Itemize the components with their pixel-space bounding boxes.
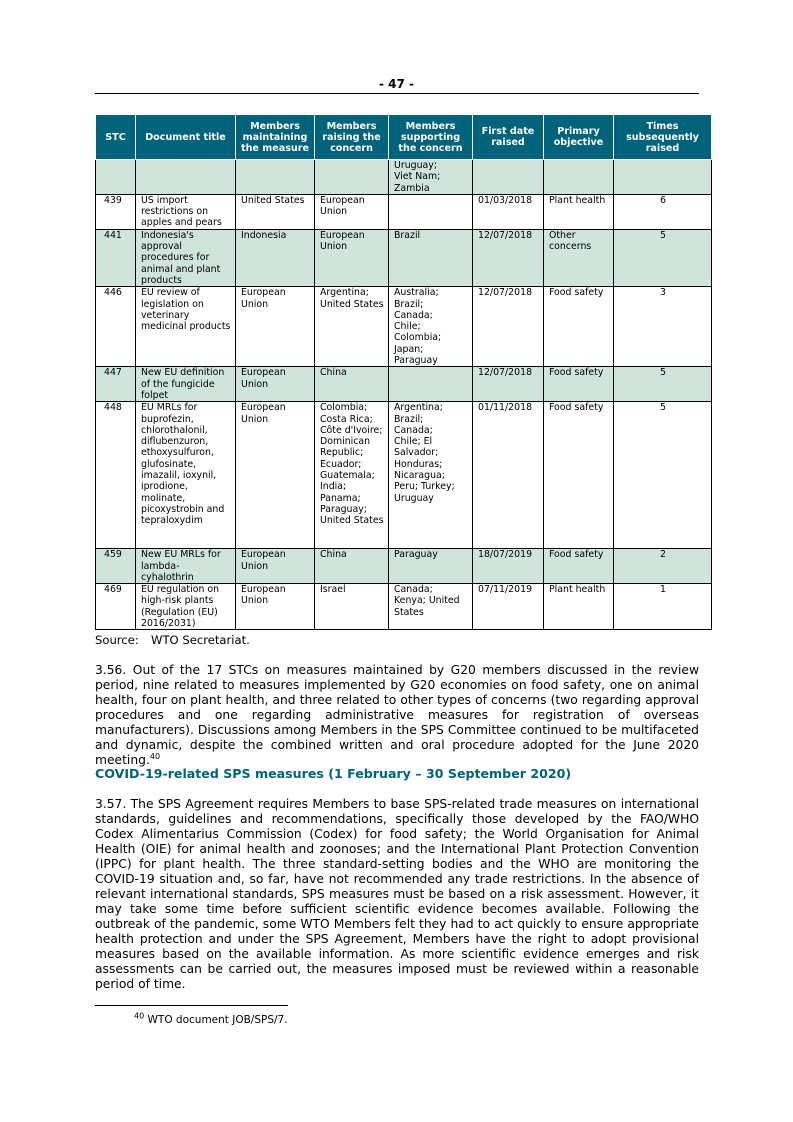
cell-members-supporting: Argentina; Brazil; Canada; Chile; El Salvador; Honduras; Nicaragua; Peru; Turkey; Uruguay <box>389 402 473 549</box>
cell-primary-objective: Food safety <box>544 402 614 549</box>
cell-members-supporting: Paraguay <box>389 549 473 584</box>
cell-stc-number: 459 <box>96 549 136 584</box>
cell-times-raised: 5 <box>614 367 712 402</box>
cell-times-raised <box>614 160 712 195</box>
cell-primary-objective: Food safety <box>544 367 614 402</box>
cell-members-raising: China <box>315 367 389 402</box>
cell-members-maintaining: European Union <box>236 402 315 549</box>
col-header-raising: Members raising the concern <box>315 115 389 160</box>
cell-members-supporting <box>389 194 473 229</box>
cell-document-title: EU review of legislation on veterinary medicinal products <box>136 287 236 367</box>
cell-members-supporting: Australia; Brazil; Canada; Chile; Colombia; Japan; Paraguay <box>389 287 473 367</box>
section-heading: COVID-19-related SPS measures (1 February – 30 September 2020) <box>95 766 572 781</box>
cell-times-raised: 6 <box>614 194 712 229</box>
source-text: WTO Secretariat. <box>151 633 250 647</box>
cell-stc-number: 469 <box>96 584 136 630</box>
cell-document-title: New EU MRLs for lambda-cyhalothrin <box>136 549 236 584</box>
cell-primary-objective: Food safety <box>544 287 614 367</box>
cell-stc-number <box>96 160 136 195</box>
col-header-first-date: First date raised <box>473 115 544 160</box>
col-header-objective: Primary objective <box>544 115 614 160</box>
col-header-times: Times subsequently raised <box>614 115 712 160</box>
cell-first-date: 07/11/2019 <box>473 584 544 630</box>
cell-document-title: EU MRLs for buprofezin, chlorothalonil, diflubenzuron, ethoxysulfuron, glufosinate, imazalil, ioxynil, iprodione, molinate, picoxystrobin and tepraloxydim <box>136 402 236 549</box>
cell-members-maintaining <box>236 160 315 195</box>
cell-members-raising: China <box>315 549 389 584</box>
cell-times-raised: 5 <box>614 402 712 549</box>
table-row <box>96 229 712 286</box>
cell-members-maintaining: European Union <box>236 584 315 630</box>
cell-first-date: 01/03/2018 <box>473 194 544 229</box>
footnote-ref-40: 40 <box>149 751 161 761</box>
cell-members-raising: European Union <box>315 194 389 229</box>
cell-members-maintaining: Indonesia <box>236 229 315 286</box>
col-header-supporting: Members supporting the concern <box>389 115 473 160</box>
cell-members-supporting: Canada; Kenya; United States <box>389 584 473 630</box>
cell-times-raised: 3 <box>614 287 712 367</box>
cell-document-title: New EU definition of the fungicide folpet <box>136 367 236 402</box>
cell-primary-objective: Plant health <box>544 194 614 229</box>
cell-members-supporting: Brazil <box>389 229 473 286</box>
stc-table <box>95 114 712 630</box>
cell-members-raising: Israel <box>315 584 389 630</box>
cell-times-raised: 2 <box>614 549 712 584</box>
page-number: - 47 - <box>378 77 414 91</box>
cell-first-date: 01/11/2018 <box>473 402 544 549</box>
cell-members-raising: Colombia; Costa Rica; Côte d'Ivoire; Dominican Republic; Ecuador; Guatemala; India; Panama; Paraguay; United States <box>315 402 389 549</box>
cell-primary-objective: Other concerns <box>544 229 614 286</box>
cell-stc-number: 441 <box>96 229 136 286</box>
cell-first-date <box>473 160 544 195</box>
cell-stc-number: 447 <box>96 367 136 402</box>
paragraph-3-56-text: 3.56. Out of the 17 STCs on measures maintained by G20 members discussed in the review period, nine related to measures implemented by G20 economies on food safety, one on animal health, four on plant health, and three related to other types of concerns (two regarding approval procedures and one regarding administrative measures for registration of overseas manufacturers). Discussions among Members in the SPS Committee continued to be multifaceted and dynamic, despite the combined written and oral procedure adopted for the June 2020 meeting. <box>95 663 699 767</box>
cell-document-title: Indonesia's approval procedures for animal and plant products <box>136 229 236 286</box>
cell-members-maintaining: European Union <box>236 549 315 584</box>
col-header-maintaining: Members maintaining the measure <box>236 115 315 160</box>
cell-first-date: 18/07/2019 <box>473 549 544 584</box>
cell-times-raised: 5 <box>614 229 712 286</box>
cell-document-title <box>136 160 236 195</box>
cell-stc-number: 446 <box>96 287 136 367</box>
cell-members-supporting: Uruguay; Viet Nam; Zambia <box>389 160 473 195</box>
cell-times-raised: 1 <box>614 584 712 630</box>
table-row <box>96 549 712 584</box>
col-header-document-title: Document title <box>136 115 236 160</box>
table-row <box>96 194 712 229</box>
paragraph-3-57: 3.57. The SPS Agreement requires Members to base SPS-related trade measures on international standards, guidelines and recommendations, specifically those developed by the FAO/WHO Codex Alimentarius Commission (Codex) for food safety; the World Organisation for Animal Health (OIE) for animal health and zoonoses; and the International Plant Protection Convention (IPPC) for plant health. The three standard-setting bodies and the WHO are monitoring the COVID-19 situation and, so far, have not recommended any trade restrictions. In the absence of relevant international standards, SPS measures must be based on a risk assessment. However, it may take some time before sufficient scientific evidence becomes available. Following the outbreak of the pandemic, some WTO Members felt they had to act quickly to ensure appropriate health protection and under the SPS Agreement, Members have the right to adopt provisional measures based on the available information. As more scientific evidence emerges and risk assessments can be carried out, the measures imposed must be reviewed within a reasonable period of time. <box>95 797 699 991</box>
cell-document-title: US import restrictions on apples and pears <box>136 194 236 229</box>
table-row <box>96 160 712 195</box>
cell-primary-objective <box>544 160 614 195</box>
cell-primary-objective: Food safety <box>544 549 614 584</box>
footnote <box>134 1011 288 1026</box>
cell-members-maintaining: United States <box>236 194 315 229</box>
cell-members-raising <box>315 160 389 195</box>
source-note <box>95 633 250 647</box>
table-body <box>96 160 712 630</box>
cell-members-maintaining: European Union <box>236 287 315 367</box>
cell-members-maintaining: European Union <box>236 367 315 402</box>
footnote-text: WTO document JOB/SPS/7. <box>147 1014 288 1026</box>
footnote-rule <box>95 1005 288 1006</box>
table-row <box>96 402 712 549</box>
cell-members-raising: European Union <box>315 229 389 286</box>
cell-stc-number: 439 <box>96 194 136 229</box>
cell-stc-number: 448 <box>96 402 136 549</box>
cell-first-date: 12/07/2018 <box>473 287 544 367</box>
cell-primary-objective: Plant health <box>544 584 614 630</box>
header-rule <box>95 93 699 94</box>
source-label: Source: <box>95 633 139 647</box>
table-row <box>96 367 712 402</box>
table-header-row <box>96 115 712 160</box>
cell-first-date: 12/07/2018 <box>473 229 544 286</box>
table-row <box>96 287 712 367</box>
cell-members-supporting <box>389 367 473 402</box>
cell-document-title: EU regulation on high-risk plants (Regulation (EU) 2016/2031) <box>136 584 236 630</box>
cell-members-raising: Argentina; United States <box>315 287 389 367</box>
col-header-stc: STC <box>96 115 136 160</box>
cell-first-date: 12/07/2018 <box>473 367 544 402</box>
table-row <box>96 584 712 630</box>
paragraph-3-56 <box>95 663 699 768</box>
footnote-number: 40 <box>134 1011 145 1021</box>
